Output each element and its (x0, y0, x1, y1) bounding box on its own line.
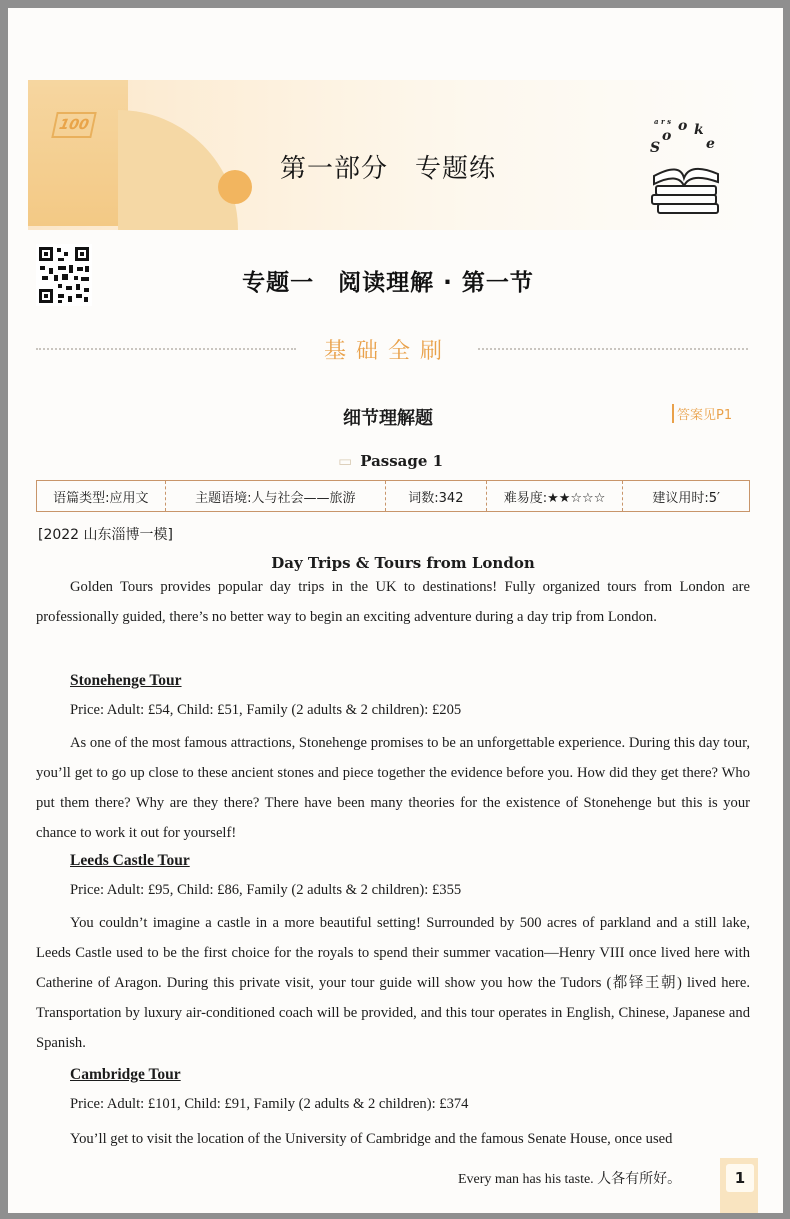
basic-practice-label: 基础全刷 (323, 339, 452, 364)
article-title: Day Trips & Tours from London (271, 554, 535, 572)
info-cell-wordcount: 词数:342 (386, 481, 487, 511)
logo-100: 100 (51, 112, 97, 138)
svg-text:k: k (694, 122, 704, 138)
tour-text-cambridge: You’ll get to visit the location of the University of Cambridge and the famous Senate House, once used (70, 1131, 673, 1147)
book-icon: ▭ (338, 452, 353, 470)
passage-info-table (36, 480, 750, 512)
info-cell-theme: 主题语境:人与社会——旅游 (166, 481, 386, 511)
tour-heading-leeds: Leeds Castle Tour (70, 852, 190, 869)
tour-price-leeds: Price: Adult: £95, Child: £86, Family (2 adults & 2 children): £355 (70, 882, 462, 898)
source-label: [2022 山东淄博一模] (38, 527, 174, 543)
tour-text-leeds: You couldn’t imagine a castle in a more beautiful setting! Surrounded by 500 acres of parkland and a still lake, Leeds Castle used to be the first choice for the royals to spend their summer vacation—Henry VIII once lived here with Catherine of Aragon. During this private visit, your tour guide will show you how the Tudors (都铎王朝) lived here. Transportation by luxury air-conditioned coach will be provided, and this tour operates in English, Chinese, Japanese and Spanish. (36, 915, 750, 1051)
passage-label-text: Passage 1 (360, 452, 444, 470)
intro-paragraph: Golden Tours provides popular day trips in the UK to destinations! Fully organized tours from London are professionally guided, there’s no better way to begin an exciting adventure during a day trip from London. (36, 579, 750, 625)
passage-label (338, 452, 478, 470)
tour-text-stonehenge: As one of the most famous attractions, Stonehenge promises to be an unforgettable experience. During this day tour, you’ll get to go up close to these ancient stones and piece together the evidence before you. How did they get there? Who put them there? Why are they there? There have been many theories for the existence of Stonehenge but this is your chance to work it out for yourself! (36, 735, 750, 841)
svg-text:o: o (662, 128, 672, 144)
info-cell-type: 语篇类型:应用文 (37, 481, 166, 511)
sub-title: 细节理解题 (343, 408, 433, 429)
tour-heading-cambridge: Cambridge Tour (70, 1066, 181, 1083)
svg-text:o: o (678, 118, 688, 134)
page (8, 8, 783, 1213)
topic-title: 专题一 阅读理解 · 第一节 (242, 270, 534, 296)
info-cell-difficulty: 难易度:★★☆☆☆ (487, 481, 624, 511)
section-title: 第一部分 专题练 (279, 154, 496, 184)
tour-price-cambridge: Price: Adult: £101, Child: £91, Family (2 adults & 2 children): £374 (70, 1096, 469, 1112)
svg-text:e: e (706, 136, 715, 152)
answer-reference: 答案见P1 (672, 404, 757, 423)
page-number: 1 (726, 1164, 754, 1192)
svg-text:S: S (650, 140, 661, 156)
books-icon (640, 112, 730, 222)
footer-proverb: Every man has his taste. 人各有所好。 (458, 1172, 682, 1187)
banner-decor-block (28, 80, 128, 226)
banner-decor-arc (118, 110, 238, 230)
tour-price-stonehenge: Price: Adult: £54, Child: £51, Family (2 adults & 2 children): £205 (70, 702, 462, 718)
tour-heading-stonehenge: Stonehenge Tour (70, 672, 182, 689)
divider-right (478, 348, 748, 350)
qr-code-icon (36, 244, 92, 306)
divider-left (36, 348, 296, 350)
svg-text:a r s: a r s (654, 117, 672, 126)
info-cell-time: 建议用时:5′ (652, 490, 720, 506)
